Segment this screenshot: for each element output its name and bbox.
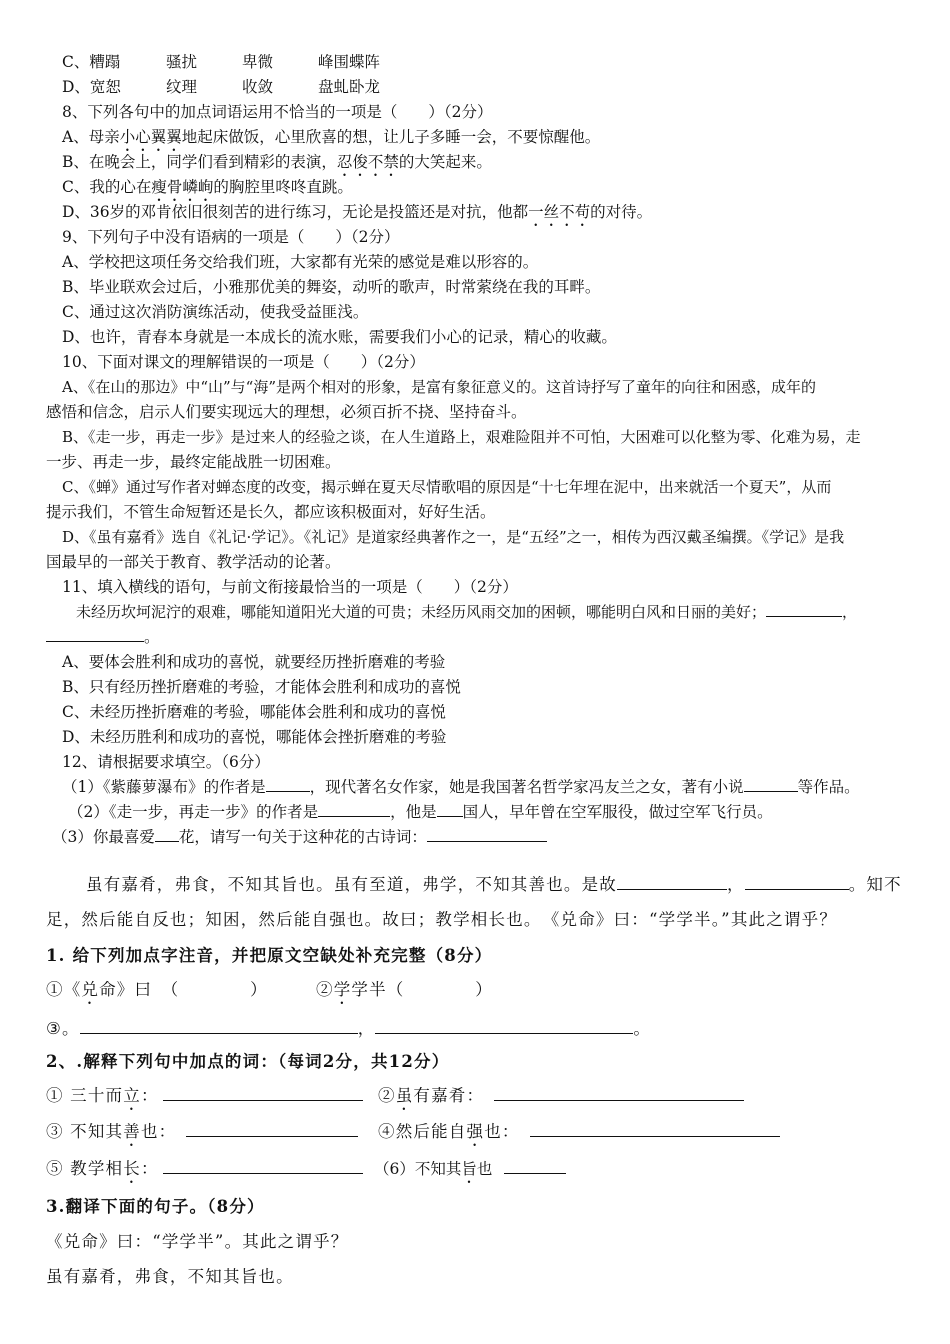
part1-item3: ③。 ， 。: [46, 1019, 652, 1038]
answer-blank[interactable]: [163, 1159, 363, 1174]
q10-option-a-line2: 感悟和信念，启示人们要实现远大的理想，必须百折不挠、坚持奋斗。: [46, 403, 527, 421]
part2-item6: （6）不知其旨也: [374, 1159, 566, 1187]
part2-item4: ④然后能自强也：: [378, 1122, 780, 1150]
q8-option-b: B、在晚会上，同学们看到精彩的表演，忍俊不禁的大笑起来。: [62, 153, 492, 171]
q10-option-a-line1: A、《在山的那边》中“山”与“海”是两个相对的形象，是富有象征意义的。这首诗抒写了童年的向往和困惑，成年的: [62, 378, 817, 396]
dotted-word: 长: [123, 1159, 141, 1178]
answer-blank[interactable]: [155, 827, 179, 842]
part3-sentence1: 《兑命》曰：“学学半”。其此之谓乎？: [46, 1232, 349, 1251]
dotted-word: 忍俊不禁: [336, 153, 399, 171]
q8-option-c: C、我的心在瘦骨嶙峋的胸腔里咚咚直跳。: [62, 178, 353, 196]
answer-blank[interactable]: [186, 1122, 358, 1137]
q10-option-d-line1: D、《虽有嘉肴》选自《礼记·学记》。《礼记》是道家经典著作之一，是“五经”之一，相传为西汉戴圣编撰。《学记》是我: [62, 528, 845, 546]
q12-part1: （1）《紫藤萝瀑布》的作者是 ，现代著名女作家，她是我国著名哲学家冯友兰之女，著有小说 等作品。: [62, 778, 860, 796]
q10-option-d-line2: 国最早的一部关于教育、教学活动的论著。: [46, 553, 341, 571]
dotted-word: 旨: [461, 1160, 477, 1178]
q10-stem: 10、下面对课文的理解错误的一项是（ ）（2分）: [62, 353, 425, 371]
q7-option-d: D、宽恕 纹理 收敛 盘虬卧龙: [62, 78, 381, 96]
answer-blank[interactable]: [163, 1086, 363, 1101]
q11-option-d: D、未经历胜利和成功的喜悦，哪能体会挫折磨难的考验: [62, 728, 447, 746]
answer-blank[interactable]: [46, 627, 144, 642]
q10-option-b-line1: B、《走一步，再走一步》是过来人的经验之谈，在人生道路上，艰难险阻并不可怕，大困难可以化整为零、化难为易，走: [62, 428, 861, 446]
q8-stem: 8、下列各句中的加点词语运用不恰当的一项是（ ）（2分）: [62, 103, 493, 121]
part2-title: 2、.解释下列句中加点的词：（每词2分，共12分）: [46, 1052, 450, 1071]
q10-option-b-line2: 一步、再走一步，最终定能战胜一切困难。: [46, 453, 341, 471]
answer-blank[interactable]: [766, 602, 842, 617]
q9-option-a: A、学校把这项任务交给我们班，大家都有光荣的感觉是难以形容的。: [62, 253, 539, 271]
answer-blank[interactable]: [437, 802, 463, 817]
q9-option-b: B、毕业联欢会过后，小雅那优美的舞姿，动听的歌声，时常萦绕在我的耳畔。: [62, 278, 601, 296]
q11-text: 未经历坎坷泥泞的艰难，哪能知道阳光大道的可贵；未经历风雨交加的困顿，哪能明白风和日丽的美好； ，: [76, 603, 858, 621]
answer-blank[interactable]: [375, 1019, 633, 1034]
dotted-word: 强: [466, 1122, 485, 1141]
answer-blank[interactable]: [745, 875, 849, 890]
part3-title: 3.翻译下面的句子。（8分）: [46, 1197, 265, 1216]
passage-line2: 足，然后能自反也；知困，然后能自强也。故曰；教学相长也。 《兑命》曰：“学学半。”其此之谓乎？: [46, 910, 838, 929]
dotted-word: 一丝不苟: [528, 203, 591, 221]
answer-blank[interactable]: [617, 875, 727, 890]
answer-blank[interactable]: [427, 827, 547, 842]
q11-option-a: A、要体会胜利和成功的喜悦，就要经历挫折磨难的考验: [62, 653, 446, 671]
q7-option-c: C、糟蹋 骚扰 卑微 峰围蝶阵: [62, 53, 381, 71]
q8-option-a: A、母亲小心翼翼地起床做饭，心里欣喜的想，让儿子多睡一会，不要惊醒他。: [62, 128, 601, 146]
answer-blank[interactable]: [80, 1019, 358, 1034]
q9-option-c: C、通过这次消防演练活动，使我受益匪浅。: [62, 303, 369, 321]
part2-item5: ⑤ 教学相长：: [46, 1159, 363, 1187]
dotted-word: 学: [333, 980, 352, 999]
q11-stem: 11、填入横线的语句，与前文衔接最恰当的一项是（ ）（2分）: [62, 578, 518, 596]
q11-option-b: B、只有经历挫折磨难的考验，才能体会胜利和成功的喜悦: [62, 678, 461, 696]
q11-text-line2: 。: [46, 627, 160, 647]
part2-item2: ②虽有嘉肴：: [378, 1086, 744, 1114]
answer-blank[interactable]: [530, 1122, 780, 1137]
answer-blank[interactable]: [318, 802, 390, 817]
q12-stem: 12、请根据要求填空。（6分）: [62, 753, 270, 771]
part2-item1: ① 三十而立：: [46, 1086, 363, 1114]
q12-part2: （2）《走一步，再走一步》的作者是 ，他是 国人，早年曾在空军服役，做过空军飞行员。: [68, 803, 773, 821]
part3-sentence2: 虽有嘉肴，弗食，不知其旨也。: [46, 1267, 294, 1286]
dotted-word: 小心翼翼: [119, 128, 182, 146]
part1-item1: ①《兑命》曰 （ ）: [46, 980, 268, 999]
answer-blank[interactable]: [494, 1086, 744, 1101]
dotted-word: 虽: [395, 1086, 414, 1105]
dotted-word: 兑: [81, 980, 100, 999]
dotted-word: 善: [123, 1122, 141, 1141]
q12-part3: （3）你最喜爱 花，请写一句关于这种花的古诗词：: [52, 827, 547, 847]
q10-option-c-line1: C、《蝉》通过写作者对蝉态度的改变，揭示蝉在夏天尽情歌唱的原因是“十七年埋在泥中，出来就活一个夏天”，从而: [62, 478, 832, 496]
part1-title: 1. 给下列加点字注音，并把原文空缺处补充完整（8分）: [46, 946, 493, 965]
dotted-word: 瘦骨嶙峋: [151, 178, 214, 196]
part1-item2: ②学学半（ ）: [316, 980, 494, 999]
passage-line1: 虽有嘉肴，弗食，不知其旨也。虽有至道，弗学，不知其善也。是故 ， 。知不: [86, 875, 902, 894]
q9-stem: 9、下列句子中没有语病的一项是（ ）（2分）: [62, 228, 400, 246]
q9-option-d: D、也许，青春本身就是一本成长的流水账，需要我们小心的记录，精心的收藏。: [62, 328, 617, 346]
answer-blank[interactable]: [504, 1159, 566, 1174]
answer-blank[interactable]: [744, 777, 798, 792]
q11-option-c: C、未经历挫折磨难的考验，哪能体会胜利和成功的喜悦: [62, 703, 446, 721]
q8-option-d: D、36岁的邓肯依旧很刻苦的进行练习，无论是投篮还是对抗，他都一丝不苟的对待。: [62, 203, 653, 221]
part2-item3: ③ 不知其善也：: [46, 1122, 358, 1150]
dotted-word: 立: [123, 1086, 141, 1105]
q10-option-c-line2: 提示我们，不管生命短暂还是长久，都应该积极面对，好好生活。: [46, 503, 496, 521]
answer-blank[interactable]: [266, 777, 310, 792]
